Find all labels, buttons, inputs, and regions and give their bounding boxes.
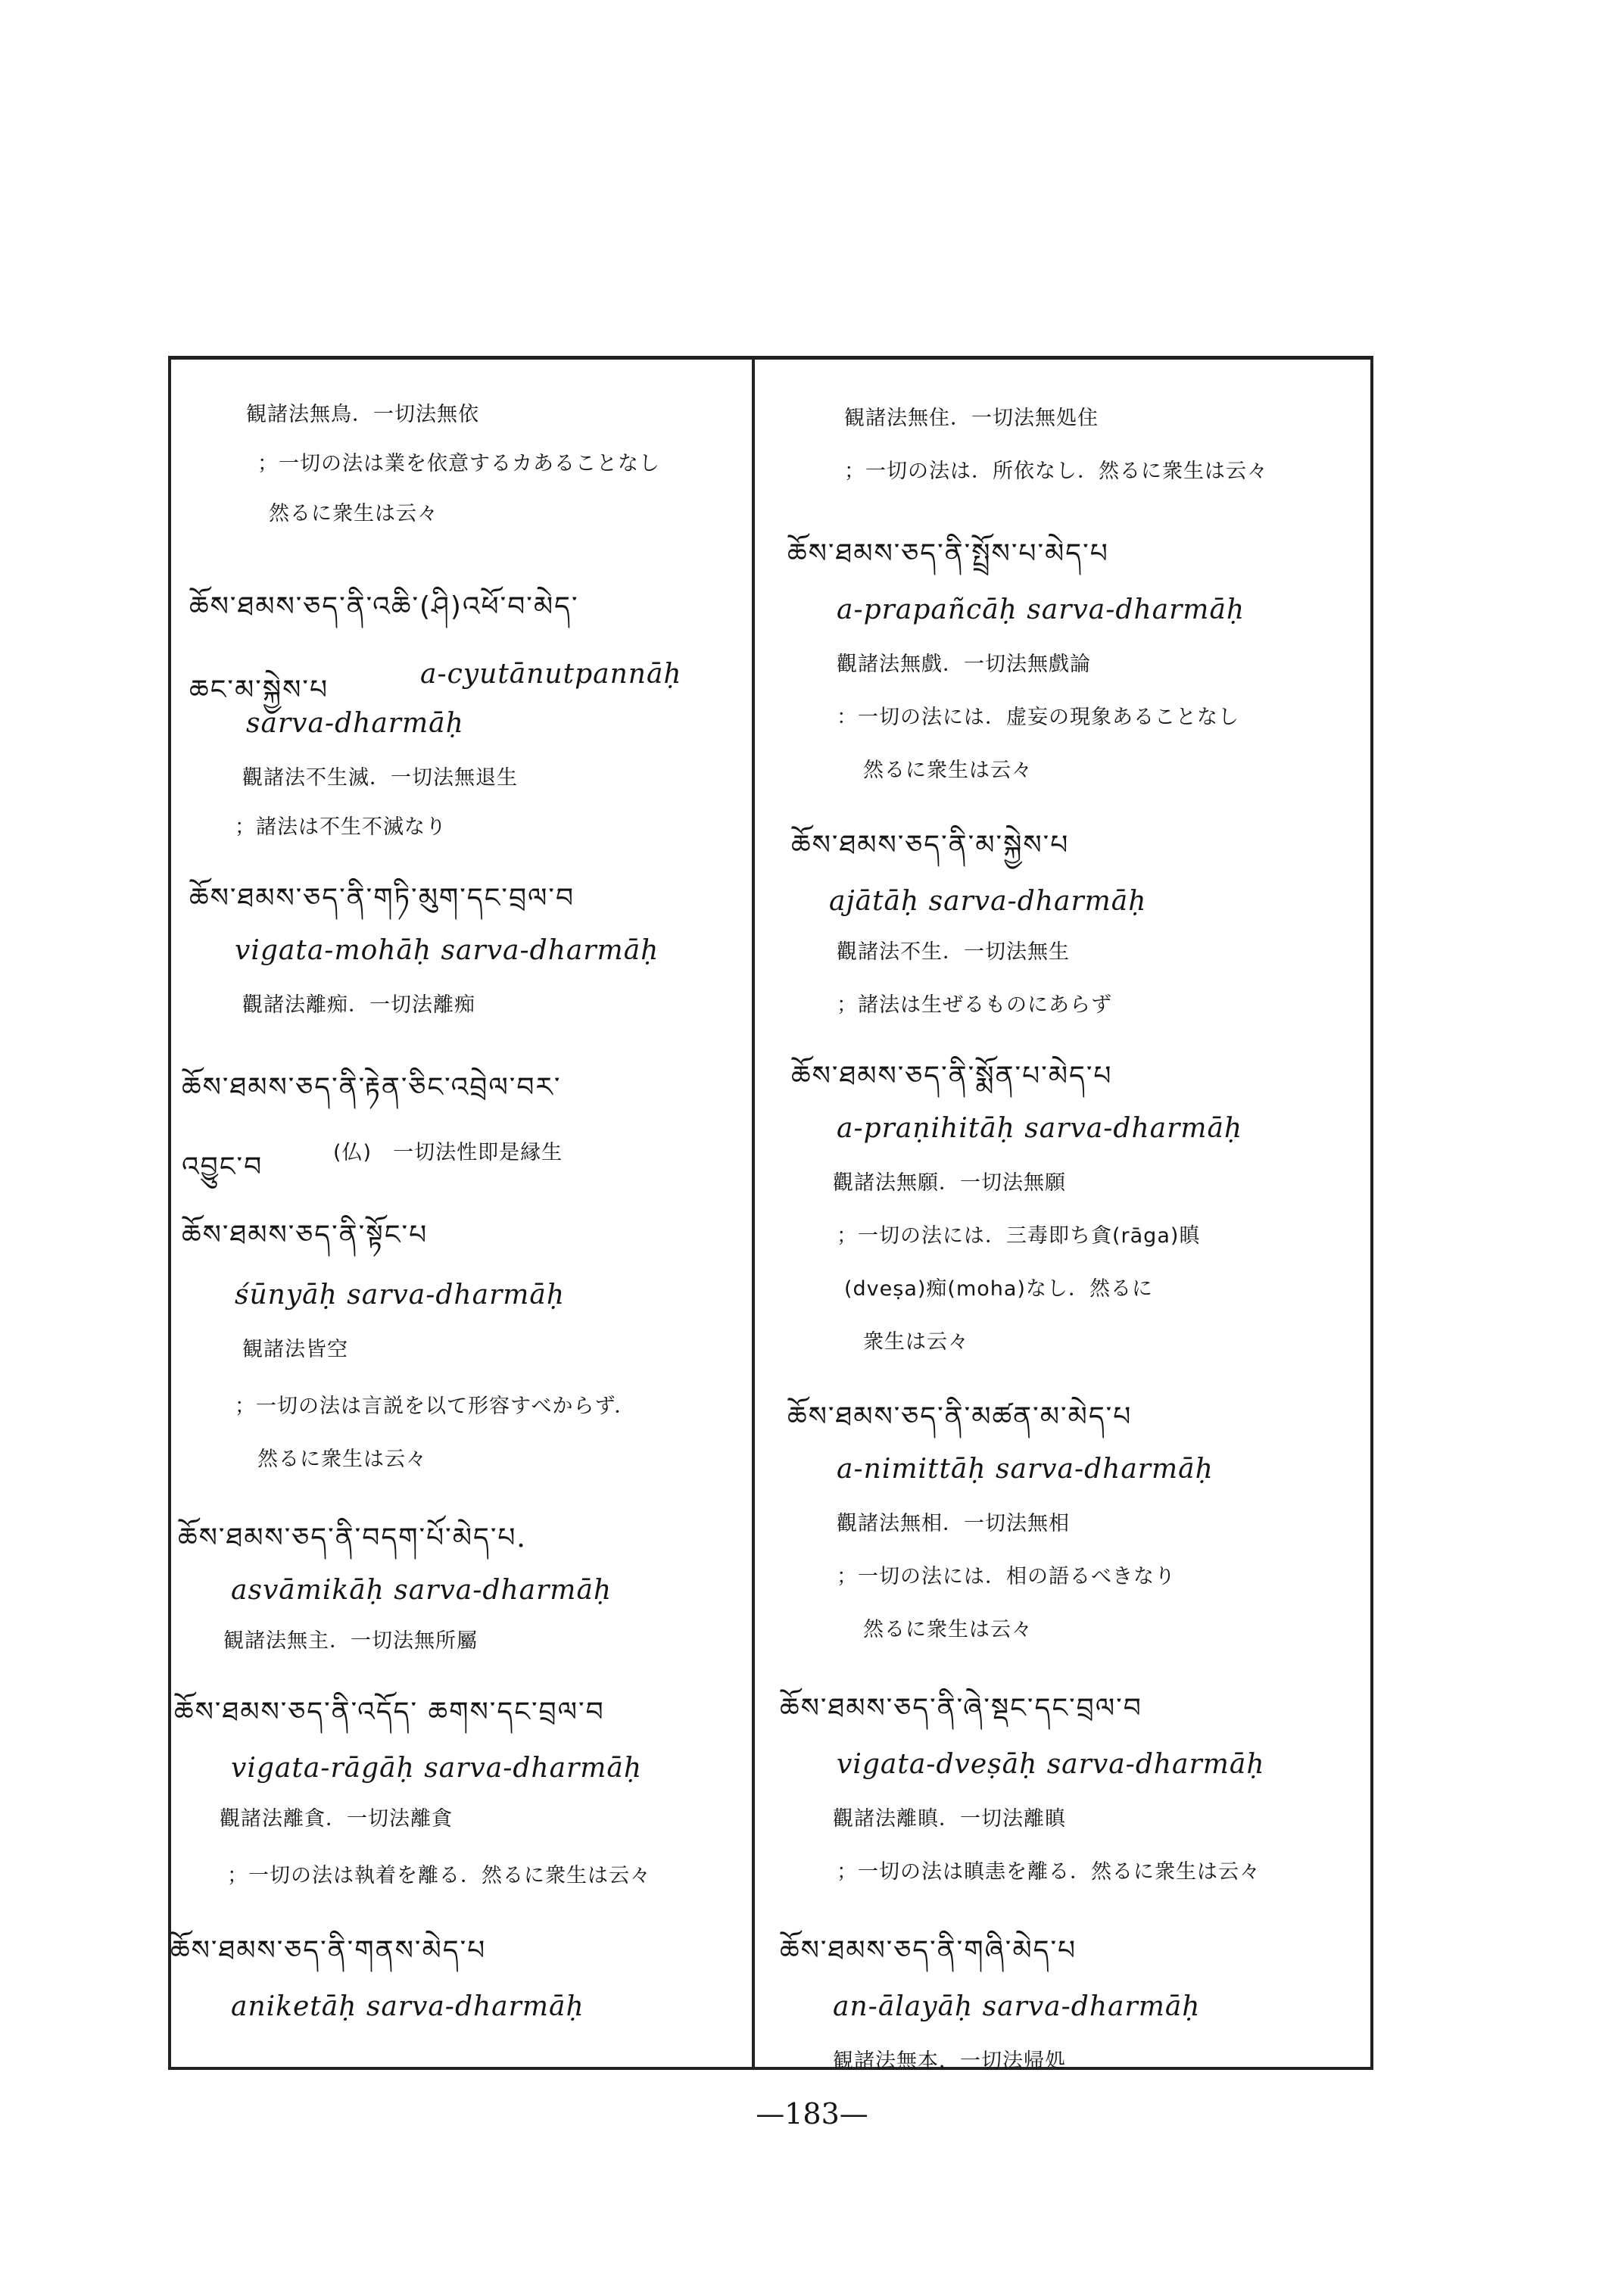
page-number: —183— [756,2097,868,2130]
left-japanese-line: ；諸法は不生不滅なり [235,815,447,839]
right-japanese-line: ；一切の法は瞋恚を離る．然るに衆生は云々 [837,1860,1261,1884]
left-sanskrit-line: śūnyāḥ sarva-dharmāḥ [235,1279,566,1311]
right-tibetan-line: ཆོས་ཐམས་ཅད་ནི་སྤྲོས་པ་མེད་པ [787,538,1109,569]
right-tibetan-line: ཆོས་ཐམས་ཅད་ནི་ཞེ་སྡང་དང་བྲལ་བ [780,1693,1142,1724]
right-japanese-line: ；一切の法には．相の語るべきなり [837,1565,1176,1588]
left-sanskrit-line: asvāmikāḥ sarva-dharmāḥ [231,1575,613,1606]
left-japanese-line: 観諸法無主．一切法無所屬 [223,1629,478,1653]
left-japanese-line: 観諸法無鳥．一切法無依 [246,403,479,426]
column-divider [752,357,755,2070]
right-japanese-line: 觀諸法無相．一切法無相 [837,1512,1070,1535]
left-sanskrit-line: a-cyutānutpannāḥ [420,659,682,690]
left-tibetan-line: ཆོས་ཐམས་ཅད་ནི་རྟེན་ཅིང་འབྲེལ་བར་ [182,1072,562,1103]
right-sanskrit-line: ajātāḥ sarva-dharmāḥ [829,886,1147,917]
left-sanskrit-line: aniketāḥ sarva-dharmāḥ [231,1991,584,2022]
right-japanese-line: 然るに衆生は云々 [863,759,1033,782]
right-japanese-line: 觀諸法無戲．一切法無戲論 [837,653,1091,676]
right-japanese-line: 観諸法無本．一切法帰処 [833,2049,1066,2073]
right-tibetan-line: ཆོས་ཐམས་ཅད་ནི་མཚན་མ་མེད་པ [787,1401,1133,1432]
left-japanese-line: ；一切の法は執着を離る．然るに衆生は云々 [227,1864,651,1887]
left-sanskrit-line: sarva-dharmāḥ [246,708,464,739]
left-japanese-line: 觀諸法不生滅．一切法無退生 [242,766,518,790]
left-sanskrit-line: vigata-rāgāḥ sarva-dharmāḥ [231,1753,643,1784]
left-tibetan-line: ཆོས་ཐམས་ཅད་ནི་སྟོང་པ [182,1220,429,1251]
right-sanskrit-line: a-prapañcāḥ sarva-dharmāḥ [837,594,1245,625]
left-tibetan-line: ཆོས་ཐམས་ཅད་ནི་གཏི་མུག་དང་བྲལ་བ [189,883,575,914]
right-sanskrit-line: a-praṇihitāḥ sarva-dharmāḥ [837,1113,1243,1144]
left-japanese-line: ；一切の法は業を依意するカあることなし [257,452,660,475]
right-sanskrit-line: vigata-dveṣāḥ sarva-dharmāḥ [837,1749,1265,1780]
left-japanese-line: ；一切の法は言説を以て形容すべからず． [235,1395,636,1418]
right-japanese-line: 観諸法無住．一切法無処住 [844,407,1099,430]
right-tibetan-line: ཆོས་ཐམས་ཅད་ནི་གཞི་མེད་པ [780,1935,1077,1966]
right-japanese-line: 然るに衆生は云々 [863,1618,1033,1641]
left-tibetan-line: ཆོས་ཐམས་ཅད་ནི་འདོད་ ཆགས་དང་བྲལ་བ [174,1697,605,1728]
left-japanese-line: 觀諸法離痴．一切法離痴 [242,993,475,1017]
right-japanese-line: (dveṣa)痴(moha)なし．然るに [844,1277,1153,1301]
left-japanese-line: (仏) 一切法性即是縁生 [333,1141,563,1164]
left-japanese-line: 觀諸法離貪．一切法離貪 [220,1807,453,1831]
right-tibetan-line: ཆོས་ཐམས་ཅད་ནི་མ་སྐྱེས་པ [791,830,1070,861]
left-japanese-line: 然るに衆生は云々 [269,502,438,525]
right-sanskrit-line: an-ālayāḥ sarva-dharmāḥ [833,1991,1201,2022]
right-japanese-line: ；一切の法には．三毒即ち貪(rāga)瞋 [837,1224,1201,1248]
left-tibetan-line: ཆོས་ཐམས་ཅད་ནི་གནས་མེད་པ [170,1935,487,1966]
right-japanese-line: ：一切の法には．虚妄の現象あることなし [837,706,1239,729]
right-japanese-line: 觀諸法離瞋．一切法離瞋 [833,1807,1066,1831]
left-sanskrit-line: vigata-mohāḥ sarva-dharmāḥ [235,935,659,966]
left-tibetan-line: འབྱུང་བ [182,1152,263,1183]
left-japanese-line: 観諸法皆空 [242,1338,348,1361]
left-tibetan-line: ཆོས་ཐམས་ཅད་ནི་བདག་པོ་མེད་པ． [178,1523,546,1554]
right-japanese-line: 觀諸法不生．一切法無生 [837,940,1070,964]
right-tibetan-line: ཆོས་ཐམས་ཅད་ནི་སྨོན་པ་མེད་པ [791,1061,1113,1092]
right-japanese-line: 觀諸法無願．一切法無願 [833,1171,1066,1195]
right-sanskrit-line: a-nimittāḥ sarva-dharmāḥ [837,1454,1214,1485]
left-tibetan-line: ཆང་མ་སྐྱེས་པ [189,675,329,706]
right-japanese-line: 衆生は云々 [863,1330,969,1354]
left-japanese-line: 然るに衆生は云々 [257,1448,427,1471]
right-japanese-line: ；諸法は生ぜるものにあらず [837,993,1112,1017]
left-tibetan-line: ཆོས་ཐམས་ཅད་ནི་འཆི་(ཤི)འཕོ་བ་མེད་ [189,591,579,622]
right-japanese-line: ；一切の法は．所依なし．然るに衆生は云々 [844,460,1268,483]
